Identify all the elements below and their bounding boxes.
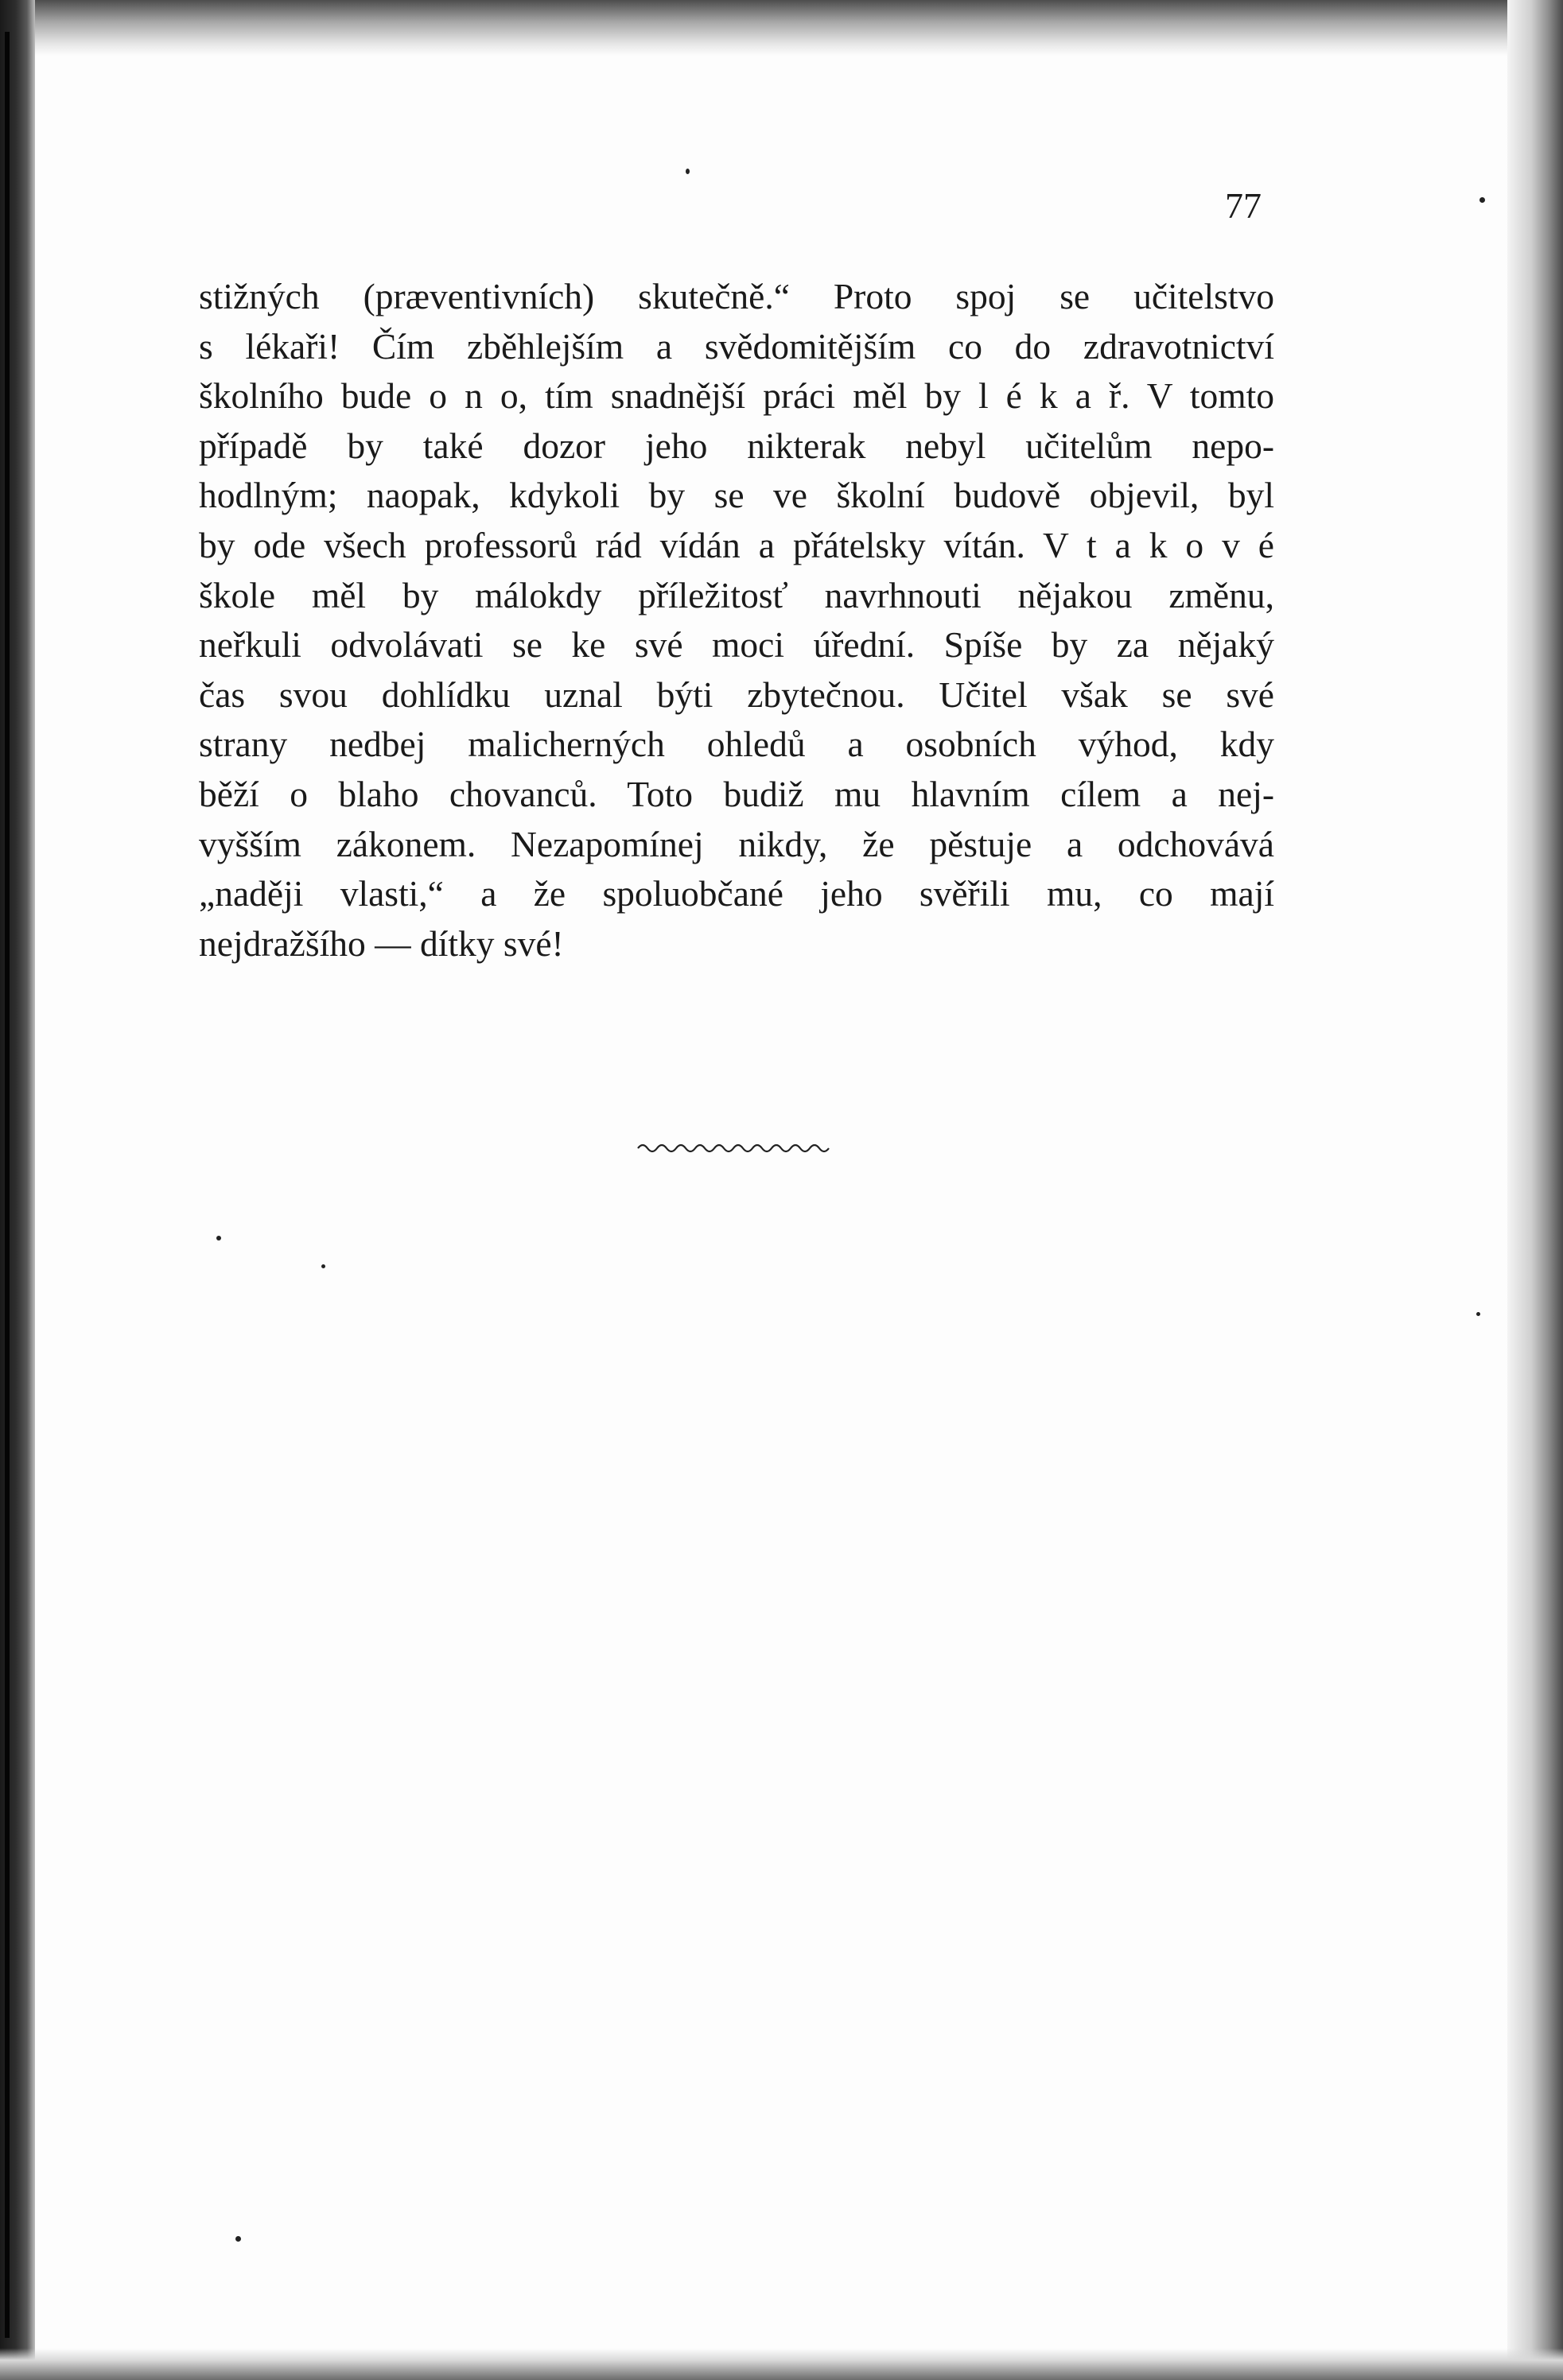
text-line: by ode všech professorů rád vídán a přátelsky vítán. V t a k o v é <box>199 524 1274 565</box>
body-paragraph <box>199 272 1274 969</box>
text-line: hodlným; naopak, kdykoli by se ve školní budově objevil, byl <box>199 475 1274 516</box>
wavy-line-ornament-icon <box>636 1139 835 1158</box>
text-line: případě by také dozor jeho nikterak nebyl učitelům nepo- <box>199 425 1274 466</box>
page-right-shadow <box>1507 0 1563 2380</box>
page-number: 77 <box>1225 185 1262 226</box>
text-line: čas svou dohlídku uznal býti zbytečnou. Učitel však se své <box>199 674 1274 715</box>
book-spine-edge <box>0 0 35 2380</box>
text-line: strany nedbej malicherných ohledů a osobních výhod, kdy <box>199 724 1274 765</box>
text-line: stižných (præventivních) skutečně.“ Proto spoj se učitelstvo <box>199 276 1274 316</box>
print-speck <box>686 169 690 174</box>
text-line: nejdražšího — dítky své! <box>199 922 564 964</box>
text-line: vyšším zákonem. Nezapomínej nikdy, že pěstuje a odchovává <box>199 823 1274 864</box>
print-speck <box>1476 1312 1480 1316</box>
text-line: školního bude o n o, tím snadnější práci měl by l é k a ř. V tomto <box>199 375 1274 417</box>
text-line: „naději vlasti,“ a že spoluobčané jeho svěřili mu, co mají <box>199 873 1274 914</box>
page-bottom-shadow <box>0 2348 1563 2380</box>
page-top-shadow <box>0 0 1563 56</box>
print-speck <box>321 1264 325 1268</box>
text-line: běží o blaho chovanců. Toto budiž mu hlavním cílem a nej- <box>199 773 1274 814</box>
print-speck <box>1479 197 1485 203</box>
print-speck <box>216 1236 221 1240</box>
print-speck <box>235 2236 241 2242</box>
text-line: neřkuli odvolávati se ke své moci úřední. Spíše by za nějaký <box>199 624 1274 666</box>
text-line: s lékaři! Čím zběhlejším a svědomitějším co do zdravotnictví <box>199 325 1274 367</box>
text-line: škole měl by málokdy příležitosť navrhnouti nějakou změnu, <box>199 574 1274 615</box>
